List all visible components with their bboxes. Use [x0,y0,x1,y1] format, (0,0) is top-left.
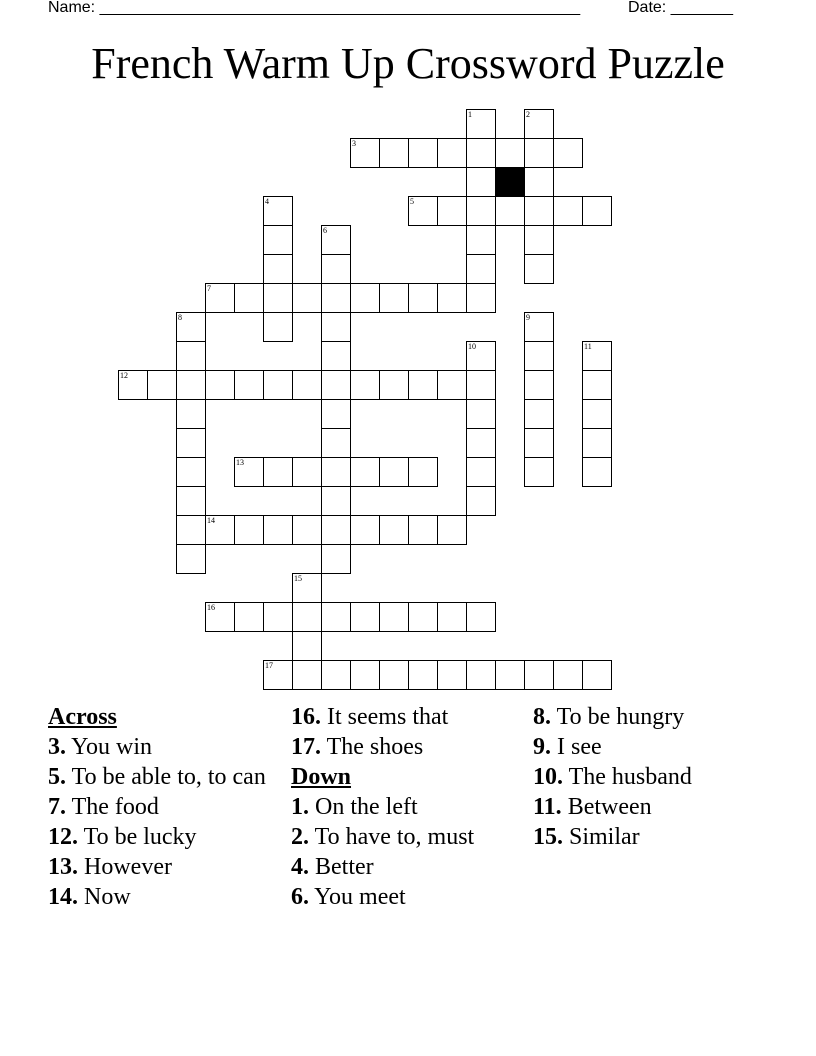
crossword-cell[interactable] [263,283,293,313]
clue-column-1 [48,702,278,912]
clue-number-label: 7 [207,284,211,293]
crossword-cell[interactable] [524,457,554,487]
clue-number: 12. [48,824,78,850]
clue-across-17 [291,732,521,762]
crossword-cell[interactable] [321,457,351,487]
crossword-cell[interactable] [321,399,351,429]
clue-text: It seems that [327,704,449,730]
crossword-cell[interactable] [582,428,612,458]
crossword-cell[interactable] [582,370,612,400]
crossword-cell[interactable] [205,283,235,313]
crossword-cell[interactable] [350,138,380,168]
crossword-cell[interactable] [176,544,206,574]
clue-number-label: 13 [236,458,244,467]
crossword-cell[interactable] [524,225,554,255]
crossword-cell[interactable] [495,660,525,690]
crossword-cell[interactable] [321,602,351,632]
crossword-cell[interactable] [263,254,293,284]
crossword-cell[interactable] [437,515,467,545]
clue-number: 7. [48,794,66,820]
crossword-cell[interactable] [350,602,380,632]
crossword-cell[interactable] [321,660,351,690]
crossword-cell[interactable] [321,515,351,545]
crossword-cell[interactable] [524,312,554,342]
crossword-cell[interactable] [234,283,264,313]
clue-text: You meet [314,884,406,910]
crossword-cell[interactable] [321,486,351,516]
crossword-cell[interactable] [466,486,496,516]
clue-number: 13. [48,854,78,880]
crossword-cell[interactable] [205,370,235,400]
crossword-cell[interactable] [176,312,206,342]
crossword-cell[interactable] [292,283,322,313]
clue-down-1 [291,792,521,822]
crossword-cell[interactable] [321,341,351,371]
clue-number-label: 1 [468,110,472,119]
crossword-cell[interactable] [582,457,612,487]
clue-number: 6. [291,884,309,910]
clue-number-label: 15 [294,574,302,583]
crossword-cell[interactable] [582,196,612,226]
clue-across-12 [48,822,278,852]
clue-number-label: 3 [352,139,356,148]
puzzle-title: French Warm Up Crossword Puzzle [91,39,725,88]
clue-across-13 [48,852,278,882]
crossword-cell[interactable] [466,341,496,371]
clue-text: Between [567,794,652,820]
clue-number: 11. [533,794,562,820]
crossword-cell[interactable] [292,457,322,487]
crossword-cell[interactable] [437,370,467,400]
clue-down-4 [291,852,521,882]
clue-number-label: 8 [178,313,182,322]
crossword-cell[interactable] [553,660,583,690]
clue-number: 14. [48,884,78,910]
crossword-cell[interactable] [553,138,583,168]
crossword-cell[interactable] [379,515,409,545]
clue-text: To have to, must [314,824,475,850]
crossword-cell[interactable] [321,312,351,342]
clue-across-3 [48,732,278,762]
clue-number-label: 16 [207,603,215,612]
crossword-cell[interactable] [437,660,467,690]
crossword-cell[interactable] [524,399,554,429]
crossword-cell[interactable] [292,660,322,690]
clue-number-label: 6 [323,226,327,235]
crossword-cell[interactable] [495,196,525,226]
clue-text: You win [71,734,153,760]
clue-down-9 [533,732,773,762]
crossword-cell[interactable] [321,225,351,255]
crossword-cell[interactable] [321,283,351,313]
crossword-cell[interactable] [466,457,496,487]
crossword-cell[interactable] [466,254,496,284]
crossword-cell[interactable] [176,399,206,429]
clue-down-11 [533,792,773,822]
crossword-cell[interactable] [292,602,322,632]
crossword-cell[interactable] [437,138,467,168]
clue-down-6 [291,882,521,912]
clue-text: To be hungry [556,704,685,730]
crossword-cell[interactable] [582,660,612,690]
clue-down-2 [291,822,521,852]
clue-text: To be lucky [83,824,197,850]
clue-text: Better [315,854,374,880]
clue-number-label: 10 [468,342,476,351]
crossword-cell[interactable] [408,370,438,400]
crossword-cell[interactable] [379,660,409,690]
crossword-cell[interactable] [524,109,554,139]
crossword-cell[interactable] [234,602,264,632]
crossword-cell[interactable] [524,167,554,197]
crossword-cell[interactable] [263,457,293,487]
crossword-cell[interactable] [263,196,293,226]
clue-across-14 [48,882,278,912]
crossword-cell[interactable] [524,660,554,690]
crossword-cell[interactable] [379,602,409,632]
crossword-cell[interactable] [263,660,293,690]
crossword-cell[interactable] [466,428,496,458]
crossword-cell[interactable] [553,196,583,226]
crossword-cell[interactable] [524,428,554,458]
crossword-cell[interactable] [176,341,206,371]
crossword-cell[interactable] [466,283,496,313]
crossword-cell[interactable] [292,573,322,603]
crossword-cell[interactable] [466,399,496,429]
date-field-line: Date: _______ [628,0,733,16]
across-heading: Across [48,704,117,730]
crossword-cell[interactable] [408,138,438,168]
crossword-cell[interactable] [466,196,496,226]
clue-number-label: 11 [584,342,592,351]
crossword-cell[interactable] [408,196,438,226]
clue-across-16 [291,702,521,732]
crossword-cell[interactable] [350,457,380,487]
crossword-cell[interactable] [292,515,322,545]
clue-text: The food [71,794,159,820]
crossword-cell[interactable] [437,602,467,632]
crossword-cell[interactable] [350,660,380,690]
crossword-cell[interactable] [205,602,235,632]
clue-text: On the left [315,794,418,820]
crossword-cell[interactable] [350,515,380,545]
clue-number: 15. [533,824,563,850]
clue-number-label: 9 [526,313,530,322]
crossword-cell[interactable] [263,370,293,400]
clue-down-8 [533,702,773,732]
crossword-cell[interactable] [408,457,438,487]
crossword-cell[interactable] [466,660,496,690]
clue-number-label: 17 [265,661,273,670]
crossword-cell[interactable] [466,167,496,197]
crossword-cell[interactable] [234,457,264,487]
crossword-cell[interactable] [292,631,322,661]
crossword-cell[interactable] [234,370,264,400]
crossword-cell[interactable] [466,109,496,139]
clue-number: 5. [48,764,66,790]
crossword-cell[interactable] [379,457,409,487]
clue-text: Now [84,884,131,910]
clue-number-label: 5 [410,197,414,206]
crossword-cell[interactable] [582,399,612,429]
clue-text: The shoes [326,734,424,760]
crossword-cell[interactable] [176,370,206,400]
clue-across-7 [48,792,278,822]
crossword-cell[interactable] [176,515,206,545]
crossword-cell[interactable] [466,602,496,632]
crossword-block [495,167,525,197]
clue-text: I see [557,734,602,760]
crossword-cell[interactable] [321,254,351,284]
crossword-cell[interactable] [524,196,554,226]
clue-text: However [84,854,172,880]
clue-number: 16. [291,704,321,730]
crossword-cell[interactable] [466,138,496,168]
crossword-cell[interactable] [321,544,351,574]
crossword-cell[interactable] [263,225,293,255]
clue-number: 4. [291,854,309,880]
crossword-cell[interactable] [176,457,206,487]
crossword-cell[interactable] [408,602,438,632]
crossword-cell[interactable] [118,370,148,400]
crossword-cell[interactable] [263,312,293,342]
clue-number-label: 4 [265,197,269,206]
crossword-cell[interactable] [321,428,351,458]
crossword-cell[interactable] [524,254,554,284]
clue-text: To be able to, to can [71,764,266,790]
crossword-cell[interactable] [466,370,496,400]
crossword-cell[interactable] [321,370,351,400]
clue-number: 9. [533,734,551,760]
clue-number: 17. [291,734,321,760]
clue-number: 2. [291,824,309,850]
crossword-cell[interactable] [350,283,380,313]
clue-text: The husband [568,764,692,790]
crossword-cell[interactable] [292,370,322,400]
crossword-cell[interactable] [147,370,177,400]
clue-column-3 [533,702,773,852]
clue-column-2 [291,702,521,912]
crossword-cell[interactable] [466,225,496,255]
crossword-cell[interactable] [408,283,438,313]
crossword-cell[interactable] [379,283,409,313]
crossword-cell[interactable] [379,370,409,400]
crossword-cell[interactable] [350,370,380,400]
crossword-cell[interactable] [176,428,206,458]
clue-number: 8. [533,704,551,730]
crossword-cell[interactable] [408,515,438,545]
clue-text: Similar [569,824,640,850]
name-field-line: Name: ______________________________________________________ [48,0,581,16]
clue-down-10 [533,762,773,792]
crossword-cell[interactable] [524,341,554,371]
clue-number-label: 2 [526,110,530,119]
crossword-cell[interactable] [582,341,612,371]
crossword-cell[interactable] [234,515,264,545]
clue-number-label: 14 [207,516,215,525]
crossword-cell[interactable] [263,602,293,632]
clue-across-5 [48,762,278,792]
clue-number: 10. [533,764,563,790]
down-heading: Down [291,764,352,790]
crossword-cell[interactable] [176,486,206,516]
crossword-cell[interactable] [495,138,525,168]
clue-number-label: 12 [120,371,128,380]
crossword-cell[interactable] [524,138,554,168]
crossword-cell[interactable] [408,660,438,690]
crossword-cell[interactable] [524,370,554,400]
clue-down-15 [533,822,773,852]
crossword-cell[interactable] [437,196,467,226]
crossword-cell[interactable] [263,515,293,545]
clue-number: 1. [291,794,309,820]
crossword-cell[interactable] [205,515,235,545]
crossword-cell[interactable] [437,283,467,313]
clue-number: 3. [48,734,66,760]
crossword-cell[interactable] [379,138,409,168]
